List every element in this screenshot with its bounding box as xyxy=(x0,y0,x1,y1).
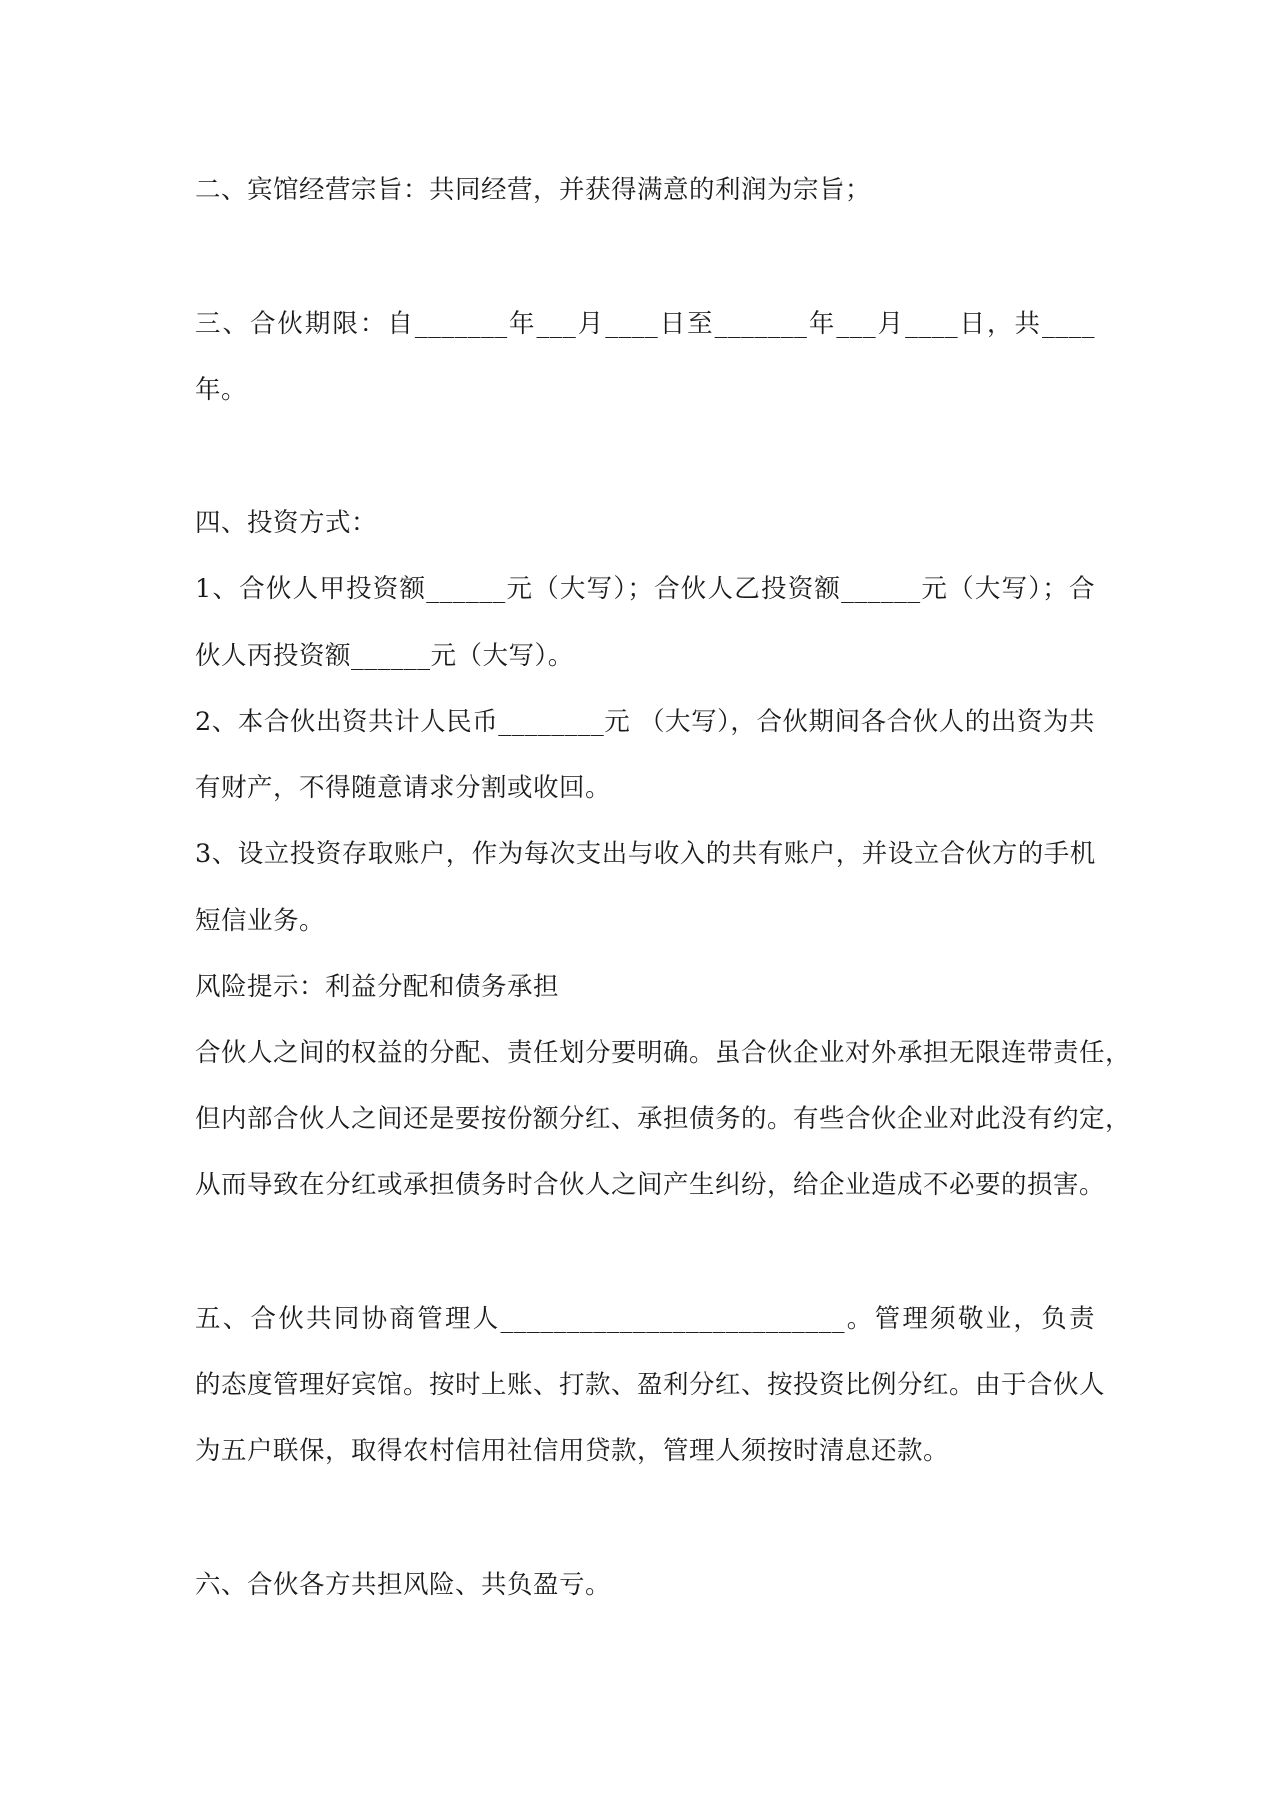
section-5-manager-line-2: 的态度管理好宾馆。按时上账、打款、盈利分红、按投资比例分红。由于合伙人 xyxy=(195,1370,1106,1400)
risk-notice-line-2: 但内部合伙人之间还是要按份额分红、承担债务的。有些合伙企业对此没有约定， xyxy=(195,1104,1132,1134)
section-3-term-line-1: 三、合伙期限：自_______年___月____日至_______年___月____日，共____ xyxy=(195,309,1095,339)
section-4-item-3-line-2: 短信业务。 xyxy=(195,906,326,936)
section-3-term-line-2: 年。 xyxy=(195,375,248,405)
section-5-manager-line-1: 五、合伙共同协商管理人__________________________。管理须敬业，负责 xyxy=(195,1304,1095,1334)
section-4-item-2-line-2: 有财产，不得随意请求分割或收回。 xyxy=(195,773,612,803)
section-4-item-1-line-2: 伙人丙投资额______元（大写）。 xyxy=(195,641,574,671)
risk-notice-line-1: 合伙人之间的权益的分配、责任划分要明确。虽合伙企业对外承担无限连带责任， xyxy=(195,1038,1132,1068)
section-4-heading: 四、投资方式： xyxy=(195,508,378,538)
section-2-purpose: 二、宾馆经营宗旨：共同经营，并获得满意的利润为宗旨； xyxy=(195,175,872,205)
section-6-risk-sharing: 六、合伙各方共担风险、共负盈亏。 xyxy=(195,1570,612,1600)
section-4-item-3-line-1: 3、设立投资存取账户，作为每次支出与收入的共有账户，并设立合伙方的手机 xyxy=(195,839,1096,869)
risk-notice-line-3: 从而导致在分红或承担债务时合伙人之间产生纠纷，给企业造成不必要的损害。 xyxy=(195,1170,1106,1200)
section-4-item-2-line-1: 2、本合伙出资共计人民币________元 （大写），合伙期间各合伙人的出资为共 xyxy=(195,707,1095,737)
section-5-manager-line-3: 为五户联保，取得农村信用社信用贷款，管理人须按时清息还款。 xyxy=(195,1436,950,1466)
section-4-item-1-line-1: 1、合伙人甲投资额______元（大写）；合伙人乙投资额______元（大写）；合 xyxy=(195,574,1095,604)
risk-notice-title: 风险提示：利益分配和债务承担 xyxy=(195,972,560,1002)
